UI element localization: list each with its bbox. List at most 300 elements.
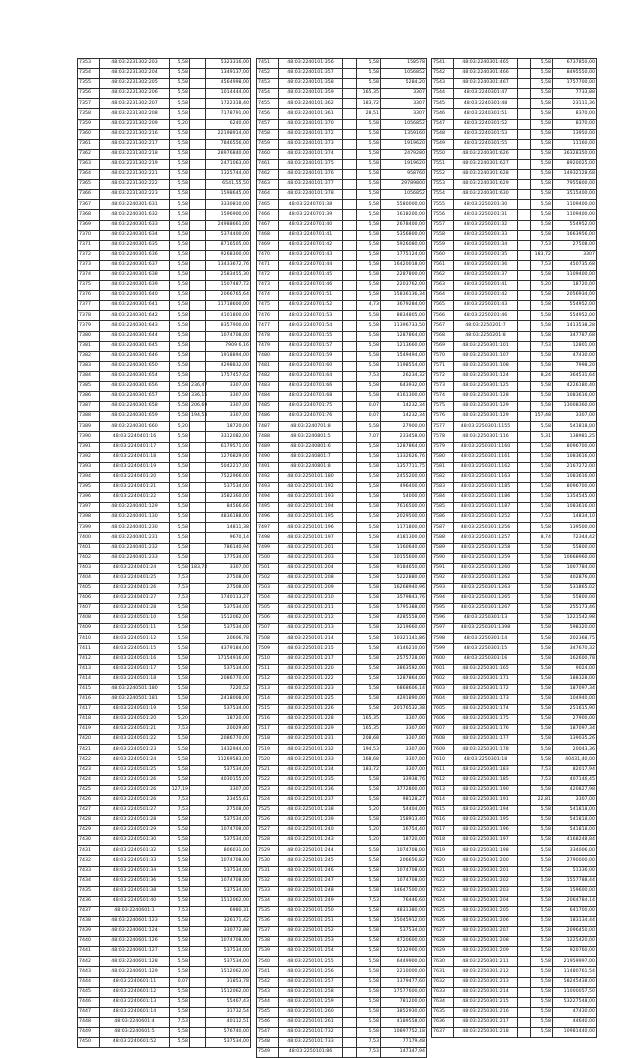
cadastral-number-cell: 48:03:2250301:1260 xyxy=(454,563,518,573)
rate-a-cell xyxy=(343,937,357,947)
row-number-cell: 7414 xyxy=(78,674,100,684)
table-row xyxy=(257,604,427,614)
value-cell: 781200,00 xyxy=(381,997,427,1007)
cadastral-number-cell: 48:03:2240401:28 xyxy=(100,604,170,614)
row-number-cell: 7377 xyxy=(78,301,100,311)
value-cell: 6449900,00 xyxy=(381,957,427,967)
table-row xyxy=(432,977,597,987)
table-row xyxy=(432,937,597,947)
value-cell: 27508,00 xyxy=(206,583,251,593)
row-number-cell: 7412 xyxy=(78,654,100,664)
table-row xyxy=(257,129,427,139)
value-cell: 3582360,00 xyxy=(206,493,251,503)
rate-a-cell: 5,58 xyxy=(170,705,190,715)
cadastral-number-cell: 48:03:2240301:626 xyxy=(454,149,518,159)
rate-a-cell xyxy=(518,503,531,513)
value-cell: 3579843,76 xyxy=(381,593,427,603)
value-cell: 3219660,00 xyxy=(381,624,427,634)
rate-a-cell xyxy=(343,644,357,654)
row-number-cell: 7523 xyxy=(257,785,279,795)
value-cell: 23455,61 xyxy=(206,795,251,805)
row-number-cell: 7568 xyxy=(432,331,454,341)
rate-a-cell: 5,58 xyxy=(170,997,190,1007)
rate-b-cell: 206,69 xyxy=(190,402,206,412)
rate-a-cell: 5,58 xyxy=(170,240,190,250)
rate-b-cell: 5,31 xyxy=(531,432,553,442)
rate-a-cell: 5,58 xyxy=(170,291,190,301)
rate-b-cell: 5,58 xyxy=(531,99,553,109)
cadastral-number-cell: 48:03:2240101:370 xyxy=(279,119,343,129)
cadastral-number-cell: 48:03:2240501:25 xyxy=(100,765,170,775)
table-row xyxy=(432,220,597,230)
table-row xyxy=(432,230,597,240)
rate-a-cell: 5,58 xyxy=(170,937,190,947)
table-row xyxy=(78,987,251,997)
rate-b-cell: 5,58 xyxy=(357,705,381,715)
row-number-cell: 7617 xyxy=(432,826,454,836)
cadastral-number-cell: 48:03:2240401:26 xyxy=(100,583,170,593)
rate-a-cell xyxy=(343,382,357,392)
value-cell: 537534,00 xyxy=(206,705,251,715)
cadastral-number-cell: 48:03:2231302:221 xyxy=(100,170,170,180)
rate-a-cell xyxy=(343,200,357,210)
cadastral-number-cell: 48:03:2240401:129 xyxy=(100,503,170,513)
value-cell: 8096700,00 xyxy=(553,482,597,492)
cadastral-number-cell: 48:03:2240601:124 xyxy=(100,927,170,937)
rate-a-cell xyxy=(518,987,531,997)
row-number-cell: 7499 xyxy=(257,543,279,553)
table-row xyxy=(78,957,251,967)
cadastral-number-cell: 48:03:2250301:107 xyxy=(454,351,518,361)
rate-a-cell xyxy=(343,139,357,149)
row-number-cell: 7442 xyxy=(78,957,100,967)
rate-a-cell: 5,58 xyxy=(170,432,190,442)
row-number-cell: 7502 xyxy=(257,573,279,583)
value-cell: 139035,26 xyxy=(553,735,597,745)
cadastral-number-cell: 48:03:2250301:173 xyxy=(454,694,518,704)
table-row xyxy=(432,614,597,624)
cadastral-number-cell: 48:03:2240101:372 xyxy=(279,129,343,139)
value-cell: 2471063,00 xyxy=(206,159,251,169)
rate-a-cell xyxy=(518,705,531,715)
table-row xyxy=(257,684,427,694)
rate-a-cell: 7,53 xyxy=(170,725,190,735)
row-number-cell: 7397 xyxy=(78,503,100,513)
table-row xyxy=(78,927,251,937)
row-number-cell: 7597 xyxy=(432,624,454,634)
rate-b-cell: 7,53 xyxy=(357,896,381,906)
row-number-cell: 7517 xyxy=(257,725,279,735)
rate-b-cell: 5,58 xyxy=(531,624,553,634)
rate-b-cell: 7,53 xyxy=(531,240,553,250)
row-number-cell: 7614 xyxy=(432,795,454,805)
table-row xyxy=(78,482,251,492)
value-cell: 3772800,00 xyxy=(381,785,427,795)
cadastral-number-cell: 48:03:2250301:165 xyxy=(454,664,518,674)
rate-b-cell xyxy=(190,351,206,361)
row-number-cell: 7596 xyxy=(432,614,454,624)
table-row xyxy=(78,250,251,260)
table-row xyxy=(432,301,597,311)
cadastral-number-cell: 48:03:2250201:32 xyxy=(454,220,518,230)
table-row xyxy=(257,836,427,846)
row-number-cell: 7605 xyxy=(432,705,454,715)
rate-a-cell xyxy=(343,654,357,664)
row-number-cell: 7504 xyxy=(257,593,279,603)
value-cell: 7220,52 xyxy=(206,684,251,694)
cadastral-number-cell: 48:03:2240601:1 xyxy=(100,906,170,916)
rate-a-cell xyxy=(343,230,357,240)
cadastral-number-cell: 48:03:2250101:214 xyxy=(279,634,343,644)
table-row xyxy=(432,624,597,634)
rate-a-cell xyxy=(518,906,531,916)
rate-b-cell: 5,58 xyxy=(531,785,553,795)
rate-a-cell xyxy=(518,957,531,967)
rate-a-cell: 7,53 xyxy=(170,593,190,603)
rate-a-cell xyxy=(518,866,531,876)
rate-b-cell: 5,58 xyxy=(531,886,553,896)
cadastral-number-cell: 48:03:2240301:632 xyxy=(100,210,170,220)
cadastral-number-cell: 48:03:2240501:33 xyxy=(100,856,170,866)
rate-b-cell: 5,58 xyxy=(531,139,553,149)
table-row xyxy=(432,906,597,916)
row-number-cell: 7577 xyxy=(432,422,454,432)
rate-a-cell xyxy=(343,99,357,109)
table-row xyxy=(432,270,597,280)
value-cell: 3307 xyxy=(381,109,427,119)
rate-a-cell: 5,58 xyxy=(170,321,190,331)
value-cell: 537534,00 xyxy=(206,604,251,614)
rate-b-cell: 5,58 xyxy=(531,149,553,159)
rate-b-cell xyxy=(190,109,206,119)
row-number-cell: 7421 xyxy=(78,745,100,755)
table-row xyxy=(432,533,597,543)
rate-a-cell xyxy=(343,735,357,745)
cadastral-number-cell: 48:03:2240701:68 xyxy=(279,392,343,402)
table-row xyxy=(78,876,251,886)
rate-a-cell xyxy=(343,1017,357,1027)
table-row xyxy=(432,947,597,957)
rate-a-cell: 5,20 xyxy=(170,422,190,432)
value-cell: 47430,00 xyxy=(553,1007,597,1017)
cadastral-number-cell: 48:03:2250201:34 xyxy=(454,240,518,250)
rate-b-cell: 5,58 xyxy=(531,927,553,937)
rate-b-cell xyxy=(190,503,206,513)
cadastral-number-cell: 48:03:2250301:205 xyxy=(454,906,518,916)
row-number-cell: 7604 xyxy=(432,694,454,704)
rate-a-cell: 5,58 xyxy=(170,876,190,886)
rate-b-cell: 5,58 xyxy=(357,452,381,462)
rate-a-cell xyxy=(518,715,531,725)
rate-b-cell xyxy=(190,987,206,997)
rate-b-cell: 5,58 xyxy=(357,604,381,614)
rate-b-cell: 5,58 xyxy=(357,614,381,624)
table-row xyxy=(432,321,597,331)
rate-a-cell xyxy=(518,533,531,543)
rate-a-cell xyxy=(518,159,531,169)
row-number-cell: 7600 xyxy=(432,654,454,664)
cadastral-number-cell: 48:03:2231302:219 xyxy=(100,159,170,169)
cadastral-number-cell: 48:03:2250301:216 xyxy=(454,1007,518,1017)
rate-a-cell: 5,58 xyxy=(170,1007,190,1017)
value-cell: 8495550,00 xyxy=(553,69,597,79)
rate-a-cell xyxy=(343,977,357,987)
rate-a-cell: 5,58 xyxy=(170,886,190,896)
cadastral-number-cell: 48:03:2250301:15 xyxy=(454,644,518,654)
table-row xyxy=(432,997,597,1007)
cadastral-number-cell: 48:03:2240301:650 xyxy=(100,361,170,371)
table-row xyxy=(78,715,251,725)
table-row xyxy=(78,856,251,866)
cadastral-number-cell: 48:03:2250101:259 xyxy=(279,997,343,1007)
rate-a-cell xyxy=(343,674,357,684)
cadastral-number-cell: 48:03:2250101:229 xyxy=(279,725,343,735)
cadastral-number-cell: 48:03:2250301:124 xyxy=(454,371,518,381)
value-cell: 920760,00 xyxy=(553,947,597,957)
value-cell: 14811,38 xyxy=(206,523,251,533)
row-number-cell: 7602 xyxy=(432,674,454,684)
rate-a-cell xyxy=(518,230,531,240)
row-number-cell: 7370 xyxy=(78,230,100,240)
row-number-cell: 7501 xyxy=(257,563,279,573)
row-number-cell: 7482 xyxy=(257,371,279,381)
cadastral-number-cell: 48:03:2240601:127 xyxy=(100,947,170,957)
cadastral-number-cell: 48:03:2240501:26 xyxy=(100,785,170,795)
value-cell: 14932128,68 xyxy=(553,170,597,180)
row-number-cell: 7549 xyxy=(257,1048,279,1058)
rate-b-cell: 5,58 xyxy=(531,270,553,280)
value-cell: 1160640,00 xyxy=(381,543,427,553)
table-row xyxy=(432,583,597,593)
rate-b-cell: 5,58 xyxy=(357,937,381,947)
rate-b-cell xyxy=(190,947,206,957)
rate-a-cell xyxy=(518,553,531,563)
rate-b-cell xyxy=(190,694,206,704)
rate-b-cell: 5,58 xyxy=(357,250,381,260)
rate-b-cell: 5,58 xyxy=(531,210,553,220)
table-row xyxy=(257,937,427,947)
row-number-cell: 7560 xyxy=(432,250,454,260)
table-row xyxy=(257,987,427,997)
rate-b-cell xyxy=(190,180,206,190)
cadastral-number-cell: 48:03:2240101:362 xyxy=(279,99,343,109)
table-row xyxy=(257,947,427,957)
table-row xyxy=(78,159,251,169)
rate-b-cell xyxy=(190,210,206,220)
row-number-cell: 7565 xyxy=(432,301,454,311)
rate-b-cell: 5,58 xyxy=(357,533,381,543)
row-number-cell: 7529 xyxy=(257,846,279,856)
table-row xyxy=(257,89,427,99)
row-number-cell: 7566 xyxy=(432,311,454,321)
row-number-cell: 7387 xyxy=(78,402,100,412)
table-row xyxy=(78,79,251,89)
rate-b-cell: 5,58 xyxy=(531,654,553,664)
rate-a-cell: 5,58 xyxy=(170,765,190,775)
cadastral-number-cell: 48:03:2250301:171 xyxy=(454,674,518,684)
rate-b-cell: 5,58 xyxy=(531,977,553,987)
row-number-cell: 7553 xyxy=(432,180,454,190)
value-cell: 541818,00 xyxy=(553,805,597,815)
rate-a-cell xyxy=(518,301,531,311)
rate-b-cell xyxy=(190,59,206,69)
rate-a-cell: 5,58 xyxy=(170,523,190,533)
rate-a-cell: 5,58 xyxy=(170,987,190,997)
table-row xyxy=(257,977,427,987)
row-number-cell: 7367 xyxy=(78,200,100,210)
value-cell: 450735,68 xyxy=(553,260,597,270)
value-cell: 1074708,00 xyxy=(381,846,427,856)
rate-a-cell xyxy=(518,795,531,805)
value-cell: 3307 xyxy=(381,89,427,99)
rate-a-cell xyxy=(343,59,357,69)
row-number-cell: 7433 xyxy=(78,866,100,876)
row-number-cell: 7403 xyxy=(78,563,100,573)
table-row xyxy=(432,240,597,250)
row-number-cell: 7548 xyxy=(432,129,454,139)
row-number-cell: 7485 xyxy=(257,402,279,412)
table-row xyxy=(257,755,427,765)
table-row xyxy=(432,180,597,190)
rate-a-cell: 5,58 xyxy=(170,654,190,664)
table-row xyxy=(257,412,427,422)
rate-a-cell xyxy=(343,472,357,482)
table-row xyxy=(257,422,427,432)
row-number-cell: 7496 xyxy=(257,513,279,523)
value-cell: 15836136,34 xyxy=(381,291,427,301)
rate-b-cell: 5,58 xyxy=(531,876,553,886)
rate-b-cell: 5,58 xyxy=(531,331,553,341)
cadastral-number-cell: 48:03:2250301:128 xyxy=(454,392,518,402)
rate-a-cell xyxy=(518,644,531,654)
rate-b-cell xyxy=(190,190,206,200)
value-cell: 76446,60 xyxy=(381,896,427,906)
row-number-cell: 7379 xyxy=(78,321,100,331)
table-row xyxy=(257,967,427,977)
rate-a-cell: 5,58 xyxy=(170,533,190,543)
rate-b-cell xyxy=(190,311,206,321)
rate-a-cell xyxy=(518,765,531,775)
rate-b-cell xyxy=(190,371,206,381)
rate-b-cell: 5,58 xyxy=(531,805,553,815)
cadastral-number-cell: 48:03:2231302:207 xyxy=(100,99,170,109)
row-number-cell: 7574 xyxy=(432,392,454,402)
row-number-cell: 7547 xyxy=(257,1028,279,1038)
rate-b-cell xyxy=(190,159,206,169)
value-cell: 10897752,18 xyxy=(381,1028,427,1038)
rate-a-cell xyxy=(518,482,531,492)
row-number-cell: 7355 xyxy=(78,79,100,89)
row-number-cell: 7550 xyxy=(432,149,454,159)
cadastral-number-cell: 48:03:2250101:237 xyxy=(279,795,343,805)
rate-a-cell xyxy=(343,785,357,795)
cadastral-number-cell: 48:03:2250301:194 xyxy=(454,805,518,815)
value-cell: 4161300,00 xyxy=(381,392,427,402)
rate-b-cell: 5,58 xyxy=(531,392,553,402)
table-row xyxy=(78,674,251,684)
value-cell: 1213660,00 xyxy=(381,341,427,351)
value-cell: 1512062,00 xyxy=(206,967,251,977)
rate-a-cell xyxy=(343,89,357,99)
value-cell: 3852930,00 xyxy=(381,1007,427,1017)
table-row xyxy=(257,79,427,89)
rate-a-cell xyxy=(518,200,531,210)
rate-a-cell xyxy=(518,371,531,381)
table-row xyxy=(78,533,251,543)
rate-b-cell: 7,53 xyxy=(357,1048,381,1058)
rate-a-cell: 5,58 xyxy=(170,139,190,149)
row-number-cell: 7353 xyxy=(78,59,100,69)
rate-b-cell: 5,58 xyxy=(531,684,553,694)
rate-a-cell xyxy=(343,816,357,826)
value-cell: 84566,66 xyxy=(206,503,251,513)
value-cell: 24988661,00 xyxy=(206,220,251,230)
value-cell: 53227548,00 xyxy=(553,997,597,1007)
cadastral-number-cell: 48:03:2240101:375 xyxy=(279,159,343,169)
rate-b-cell: 5,58 xyxy=(531,1017,553,1027)
rate-a-cell: 5,58 xyxy=(170,674,190,684)
value-cell: 8920025,00 xyxy=(553,159,597,169)
value-cell: 18720,00 xyxy=(553,281,597,291)
value-cell: 531865,02 xyxy=(553,583,597,593)
row-number-cell: 7507 xyxy=(257,624,279,634)
cadastral-number-cell: 48:03:2250101:223 xyxy=(279,684,343,694)
rate-b-cell: 5,58 xyxy=(357,472,381,482)
row-number-cell: 7373 xyxy=(78,260,100,270)
rate-a-cell xyxy=(518,270,531,280)
table-row xyxy=(78,593,251,603)
row-number-cell: 7625 xyxy=(432,906,454,916)
value-cell: 3307,00 xyxy=(381,715,427,725)
row-number-cell: 7465 xyxy=(257,200,279,210)
rate-a-cell xyxy=(518,341,531,351)
cadastral-number-cell: 48:03:2240801:8 xyxy=(279,462,343,472)
value-cell: 3307,00 xyxy=(206,563,251,573)
rate-a-cell xyxy=(343,462,357,472)
table-row xyxy=(78,190,251,200)
rate-b-cell xyxy=(190,301,206,311)
rate-b-cell xyxy=(190,755,206,765)
row-number-cell: 7388 xyxy=(78,412,100,422)
row-number-cell: 7493 xyxy=(257,482,279,492)
rate-b-cell: 5,58 xyxy=(531,311,553,321)
row-number-cell: 7371 xyxy=(78,240,100,250)
rate-b-cell: 5,58 xyxy=(531,816,553,826)
value-cell: 347787,68 xyxy=(553,331,597,341)
value-cell: 2056934,00 xyxy=(553,291,597,301)
cadastral-number-cell: 48:03:2250101:248 xyxy=(279,886,343,896)
table-row xyxy=(78,422,251,432)
rate-b-cell: 5,58 xyxy=(357,149,381,159)
rate-b-cell: 5,58 xyxy=(531,129,553,139)
row-number-cell: 7418 xyxy=(78,715,100,725)
value-cell: 3307,00 xyxy=(381,745,427,755)
value-cell: 1287864,00 xyxy=(381,674,427,684)
value-cell: 554952,00 xyxy=(553,301,597,311)
rate-a-cell xyxy=(343,321,357,331)
value-cell: 23111,36 xyxy=(553,99,597,109)
value-cell: 420827,98 xyxy=(553,785,597,795)
row-number-cell: 7542 xyxy=(257,977,279,987)
cadastral-number-cell: 48:03:2231302:203 xyxy=(100,59,170,69)
cadastral-number-cell: 48:03:2250301:1155 xyxy=(454,422,518,432)
value-cell: 1171800,00 xyxy=(381,523,427,533)
cadastral-number-cell: 48:03:2250101:255 xyxy=(279,957,343,967)
cadastral-number-cell: 48:03:2250101:235 xyxy=(279,775,343,785)
value-cell: 6737850,00 xyxy=(553,59,597,69)
row-number-cell: 7420 xyxy=(78,735,100,745)
rate-b-cell: 5,58 xyxy=(357,624,381,634)
